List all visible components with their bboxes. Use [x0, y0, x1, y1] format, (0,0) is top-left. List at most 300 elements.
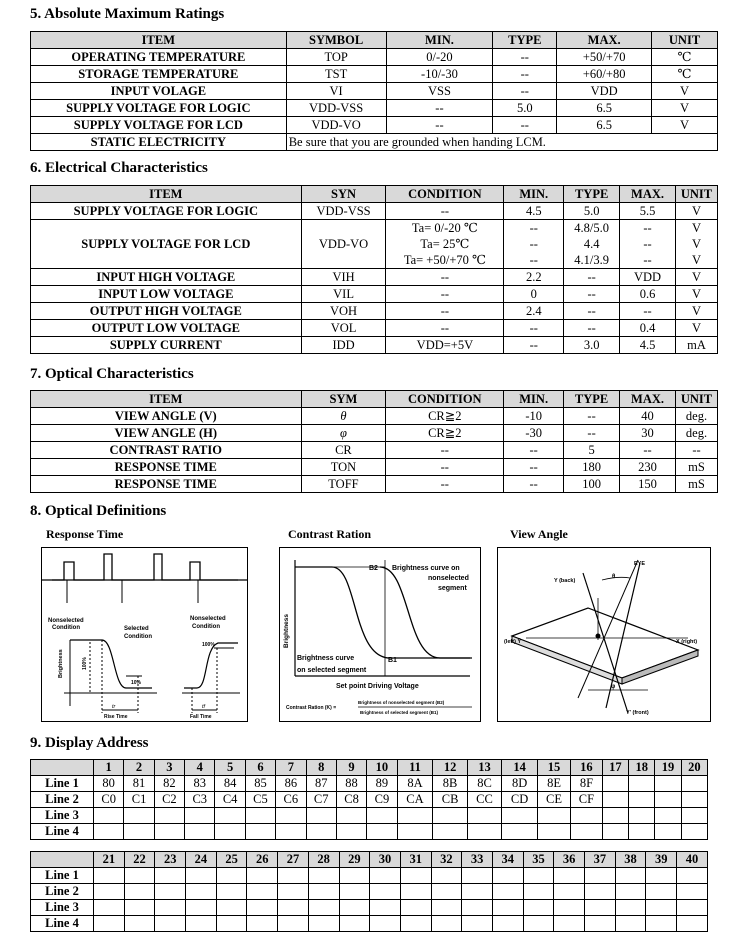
address-cell [245, 808, 275, 824]
address-cell [124, 900, 155, 916]
table-row [31, 442, 718, 459]
table-cell: 0.4 [620, 320, 676, 337]
column-header: MAX. [620, 391, 676, 408]
table-cell: -- [386, 203, 504, 220]
contrast-curve-sel-a: Brightness curve [297, 655, 355, 662]
resp-nonsel-2a: Nonselected [190, 616, 226, 622]
address-cell: 8B [433, 776, 467, 792]
table-cell: V [652, 117, 718, 134]
row-item: RESPONSE TIME [31, 476, 302, 493]
address-cell [523, 900, 554, 916]
row-item: SUPPLY VOLTAGE FOR LOGIC [31, 203, 302, 220]
address-cell [646, 916, 677, 932]
address-cell [339, 884, 370, 900]
table-cell: -- [675, 442, 717, 459]
column-header: UNIT [675, 391, 717, 408]
column-header: ITEM [31, 186, 302, 203]
column-header: 11 [397, 760, 433, 776]
address-cell [646, 868, 677, 884]
address-cell [155, 900, 186, 916]
table-cell: V [675, 303, 717, 320]
column-header: 34 [492, 852, 523, 868]
column-header: 27 [278, 852, 309, 868]
address-cell [278, 900, 309, 916]
table-cell: -- [564, 320, 620, 337]
view-phi: φ [611, 684, 616, 690]
table-row [31, 100, 718, 117]
table-cell: -- [504, 236, 564, 252]
contrast-curve-non-c: segment [438, 585, 467, 592]
address-cell [186, 900, 217, 916]
address-cell [433, 808, 467, 824]
table-row [31, 916, 708, 932]
address-cell [94, 824, 124, 840]
address-cell [155, 868, 186, 884]
table-cell: -- [493, 83, 557, 100]
column-header: 23 [155, 852, 186, 868]
table-cell: 4.5 [504, 203, 564, 220]
table-cell: CR≧2 [386, 408, 504, 425]
address-cell [185, 808, 215, 824]
address-cell [462, 916, 493, 932]
address-cell [615, 884, 646, 900]
table-cell: 30 [620, 425, 676, 442]
table-row [31, 776, 708, 792]
table-cell: VOL [301, 320, 386, 337]
row-item: SUPPLY VOLTAGE FOR LCD [31, 117, 287, 134]
address-cell [397, 824, 433, 840]
table-cell: -- [504, 337, 564, 354]
address-cell: 89 [367, 776, 397, 792]
address-cell: C8 [336, 792, 366, 808]
address-cell [216, 868, 247, 884]
table-header-row [31, 32, 718, 49]
address-cell [247, 884, 278, 900]
row-item: RESPONSE TIME [31, 459, 302, 476]
address-cell [523, 916, 554, 932]
address-cell: 87 [306, 776, 336, 792]
address-cell: 83 [185, 776, 215, 792]
row-item: SUPPLY CURRENT [31, 337, 302, 354]
address-cell [615, 900, 646, 916]
address-cell: C7 [306, 792, 336, 808]
display-address-table-1 [30, 759, 708, 840]
resp-brightness-label: Brightness [58, 649, 64, 678]
column-header: 19 [655, 760, 681, 776]
table-cell: -- [386, 320, 504, 337]
contrast-b1: B1 [388, 657, 397, 664]
selected-condition-label [124, 626, 152, 640]
address-cell [431, 900, 462, 916]
address-cell: 8F [571, 776, 603, 792]
table-cell: 5.0 [493, 100, 557, 117]
table-cell: -10/-30 [386, 66, 493, 83]
address-cell [247, 868, 278, 884]
table-cell: V [675, 203, 717, 220]
table-cell: 6.5 [557, 100, 652, 117]
line-label: Line 3 [31, 900, 94, 916]
section-title-abs-max: 5. Absolute Maximum Ratings [30, 6, 225, 22]
row-item: STORAGE TEMPERATURE [31, 66, 287, 83]
row-item: STATIC ELECTRICITY [31, 134, 287, 151]
address-cell [615, 916, 646, 932]
table-cell: -30 [504, 425, 564, 442]
address-cell [502, 808, 538, 824]
address-cell [124, 868, 155, 884]
table-cell: VIH [301, 269, 386, 286]
column-header: 20 [681, 760, 707, 776]
column-header: SYM [301, 391, 386, 408]
table-cell: 100 [564, 476, 620, 493]
table-row [31, 408, 718, 425]
table-cell: -- [493, 117, 557, 134]
address-cell [585, 884, 616, 900]
address-cell: 81 [124, 776, 154, 792]
column-header: 10 [367, 760, 397, 776]
table-row [31, 476, 718, 493]
table-cell: -- [386, 476, 504, 493]
column-header: 36 [554, 852, 585, 868]
table-cell: 230 [620, 459, 676, 476]
table-row [31, 66, 718, 83]
table-cell: VOH [301, 303, 386, 320]
contrast-brightness-label: Brightness [283, 614, 290, 648]
address-cell [339, 916, 370, 932]
table-cell: -- [504, 220, 564, 237]
address-cell [278, 868, 309, 884]
table-cell: -- [504, 442, 564, 459]
table-row [31, 83, 718, 100]
table-cell: -- [504, 459, 564, 476]
address-cell [216, 916, 247, 932]
address-cell: 8D [502, 776, 538, 792]
table-cell: Ta= +50/+70 ℃ [386, 252, 504, 269]
table-cell: -- [620, 236, 676, 252]
resp-tr: tr [112, 704, 116, 710]
contrast-curve-non [392, 565, 469, 592]
column-header: 39 [646, 852, 677, 868]
table-row [31, 884, 708, 900]
column-header: 26 [247, 852, 278, 868]
table-cell: VDD-VO [286, 117, 386, 134]
address-cell [554, 868, 585, 884]
column-header: MAX. [620, 186, 676, 203]
table-row [31, 303, 718, 320]
column-header: ITEM [31, 391, 302, 408]
address-cell [400, 900, 431, 916]
address-cell: CD [502, 792, 538, 808]
column-header: 32 [431, 852, 462, 868]
line-label: Line 2 [31, 792, 94, 808]
table-cell: TOFF [301, 476, 386, 493]
address-cell [571, 824, 603, 840]
nonselected-condition-label-2 [190, 616, 226, 630]
table-cell: -- [620, 220, 676, 237]
address-cell: CB [433, 792, 467, 808]
address-cell [629, 808, 655, 824]
table-cell: V [675, 252, 717, 269]
address-cell [681, 776, 707, 792]
address-cell [400, 884, 431, 900]
address-cell: C9 [367, 792, 397, 808]
section-title-optical: 7. Optical Characteristics [30, 366, 194, 382]
address-cell: CF [571, 792, 603, 808]
table-cell: -- [386, 303, 504, 320]
address-cell: C6 [276, 792, 306, 808]
table-row [31, 269, 718, 286]
table-cell: deg. [675, 408, 717, 425]
table-cell: ℃ [652, 66, 718, 83]
table-cell: 40 [620, 408, 676, 425]
table-cell: IDD [301, 337, 386, 354]
table-cell: 150 [620, 476, 676, 493]
address-cell [339, 900, 370, 916]
address-cell [492, 868, 523, 884]
column-header: 4 [185, 760, 215, 776]
column-header: 31 [400, 852, 431, 868]
row-item: CONTRAST RATIO [31, 442, 302, 459]
address-cell [306, 808, 336, 824]
address-cell: 86 [276, 776, 306, 792]
address-cell [308, 900, 339, 916]
address-cell [308, 868, 339, 884]
table-row [31, 49, 718, 66]
address-cell [585, 916, 616, 932]
address-cell [367, 808, 397, 824]
table-header-row [31, 852, 708, 868]
address-cell [185, 824, 215, 840]
address-cell [186, 884, 217, 900]
address-cell [154, 808, 184, 824]
table-row [31, 134, 718, 151]
contrast-ratio-num: Brightness of nonselected segment (B2) [358, 700, 445, 705]
table-cell: deg. [675, 425, 717, 442]
column-header: 38 [615, 852, 646, 868]
address-cell [523, 868, 554, 884]
address-cell [677, 900, 708, 916]
table-cell: VDD=+5V [386, 337, 504, 354]
resp-nonsel-2b: Condition [192, 624, 220, 630]
table-cell: mA [675, 337, 717, 354]
address-cell [433, 824, 467, 840]
column-header: 16 [571, 760, 603, 776]
address-cell [681, 808, 707, 824]
table-cell: -10 [504, 408, 564, 425]
table-cell: -- [564, 286, 620, 303]
column-header: 2 [124, 760, 154, 776]
address-cell [400, 916, 431, 932]
resp-nonsel-1: Nonselected [48, 618, 84, 624]
column-header: 5 [215, 760, 245, 776]
column-header: MIN. [386, 32, 493, 49]
table-cell: V [675, 320, 717, 337]
table-cell: -- [504, 476, 564, 493]
section-title-display-address: 9. Display Address [30, 735, 149, 751]
view-eye: EYE [634, 561, 646, 567]
nonselected-condition-label-1 [48, 618, 84, 631]
row-item: VIEW ANGLE (V) [31, 408, 302, 425]
address-cell [602, 808, 628, 824]
row-item: OPERATING TEMPERATURE [31, 49, 287, 66]
table-header-row [31, 391, 718, 408]
table-cell: V [675, 269, 717, 286]
row-item: OUTPUT HIGH VOLTAGE [31, 303, 302, 320]
column-header: 14 [502, 760, 538, 776]
resp-sel-a: Selected [124, 626, 149, 632]
row-item: OUTPUT LOW VOLTAGE [31, 320, 302, 337]
table-row [31, 203, 718, 220]
table-cell: 3.0 [564, 337, 620, 354]
address-cell [571, 808, 603, 824]
line-label: Line 2 [31, 884, 94, 900]
table-cell: 2.2 [504, 269, 564, 286]
column-header: 28 [308, 852, 339, 868]
address-cell: 84 [215, 776, 245, 792]
column-header: 13 [467, 760, 501, 776]
table-cell: φ [301, 425, 386, 442]
resp-100-b: 100% [202, 642, 215, 648]
address-cell: 80 [94, 776, 124, 792]
view-y-back: Y (back) [554, 578, 576, 584]
table-cell: VIL [301, 286, 386, 303]
address-cell [655, 824, 681, 840]
column-header: 9 [336, 760, 366, 776]
view-y-front: Y' (front) [626, 710, 649, 716]
corner-cell [31, 852, 94, 868]
column-header: TYPE [493, 32, 557, 49]
address-cell [215, 824, 245, 840]
address-cell [339, 868, 370, 884]
table-cell: V [652, 83, 718, 100]
address-cell [155, 916, 186, 932]
table-cell: 5.0 [564, 203, 620, 220]
column-header: 8 [306, 760, 336, 776]
address-cell [585, 900, 616, 916]
address-cell [215, 808, 245, 824]
table-row [31, 425, 718, 442]
table-cell: -- [620, 442, 676, 459]
address-cell [681, 792, 707, 808]
table-row [31, 286, 718, 303]
address-cell [467, 824, 501, 840]
column-header: 37 [585, 852, 616, 868]
address-cell [629, 792, 655, 808]
address-cell [655, 792, 681, 808]
table-cell: V [675, 286, 717, 303]
resp-100-a: 100% [82, 657, 88, 670]
corner-cell [31, 760, 94, 776]
table-cell: -- [386, 459, 504, 476]
line-label: Line 1 [31, 868, 94, 884]
address-cell [154, 824, 184, 840]
response-time-figure [41, 547, 248, 722]
contrast-set-point: Set point Driving Voltage [336, 683, 419, 690]
column-header: SYMBOL [286, 32, 386, 49]
table-cell: -- [493, 66, 557, 83]
row-item: SUPPLY VOLTAGE FOR LOGIC [31, 100, 287, 117]
address-cell [538, 808, 571, 824]
column-header: 17 [602, 760, 628, 776]
address-cell [247, 916, 278, 932]
electrical-table [30, 185, 718, 354]
address-cell [370, 868, 401, 884]
address-cell: C4 [215, 792, 245, 808]
column-header: 6 [245, 760, 275, 776]
row-item: VIEW ANGLE (H) [31, 425, 302, 442]
contrast-ration-title: Contrast Ration [288, 527, 371, 541]
table-cell: -- [504, 252, 564, 269]
table-row [31, 792, 708, 808]
address-cell [655, 776, 681, 792]
optical-table [30, 390, 718, 493]
address-cell [278, 916, 309, 932]
address-cell [681, 824, 707, 840]
contrast-ratio-label: Contrast Ration (K) = [286, 705, 337, 711]
address-cell: C3 [185, 792, 215, 808]
column-header: 12 [433, 760, 467, 776]
address-cell [462, 884, 493, 900]
address-cell [677, 884, 708, 900]
address-cell [367, 824, 397, 840]
table-cell: 2.4 [504, 303, 564, 320]
column-header: 33 [462, 852, 493, 868]
contrast-b2: B2 [369, 565, 378, 572]
address-cell [462, 900, 493, 916]
address-cell [602, 776, 628, 792]
table-cell: 4.8/5.0 [564, 220, 620, 237]
address-cell: CE [538, 792, 571, 808]
view-angle-title: View Angle [510, 527, 568, 541]
table-cell: Ta= 25℃ [386, 236, 504, 252]
address-cell [397, 808, 433, 824]
address-cell [247, 900, 278, 916]
column-header: 7 [276, 760, 306, 776]
display-address-table-2 [30, 851, 708, 932]
column-header: CONDITION [386, 186, 504, 203]
address-cell [276, 824, 306, 840]
table-cell: Ta= 0/-20 ℃ [386, 220, 504, 237]
table-cell: ℃ [652, 49, 718, 66]
address-cell: 8C [467, 776, 501, 792]
line-label: Line 1 [31, 776, 94, 792]
column-header: 18 [629, 760, 655, 776]
table-header-row [31, 760, 708, 776]
table-cell: 5 [564, 442, 620, 459]
table-cell: VDD-VSS [286, 100, 386, 117]
address-cell [538, 824, 571, 840]
resp-sel-b: Condition [124, 634, 152, 640]
line-label: Line 3 [31, 808, 94, 824]
table-cell: -- [386, 117, 493, 134]
view-angle-figure [497, 547, 711, 722]
resp-rise-time: Rise Time [104, 714, 128, 720]
column-header: TYPE [564, 391, 620, 408]
address-cell [124, 824, 154, 840]
table-cell: 180 [564, 459, 620, 476]
address-cell: CC [467, 792, 501, 808]
address-cell [467, 808, 501, 824]
table-row [31, 868, 708, 884]
address-cell [155, 884, 186, 900]
table-cell: 6.5 [557, 117, 652, 134]
table-cell: VDD [557, 83, 652, 100]
table-cell: TST [286, 66, 386, 83]
resp-tf: tf [202, 704, 206, 710]
table-cell: V [675, 220, 717, 237]
table-row [31, 117, 718, 134]
address-cell [94, 916, 125, 932]
table-row [31, 459, 718, 476]
